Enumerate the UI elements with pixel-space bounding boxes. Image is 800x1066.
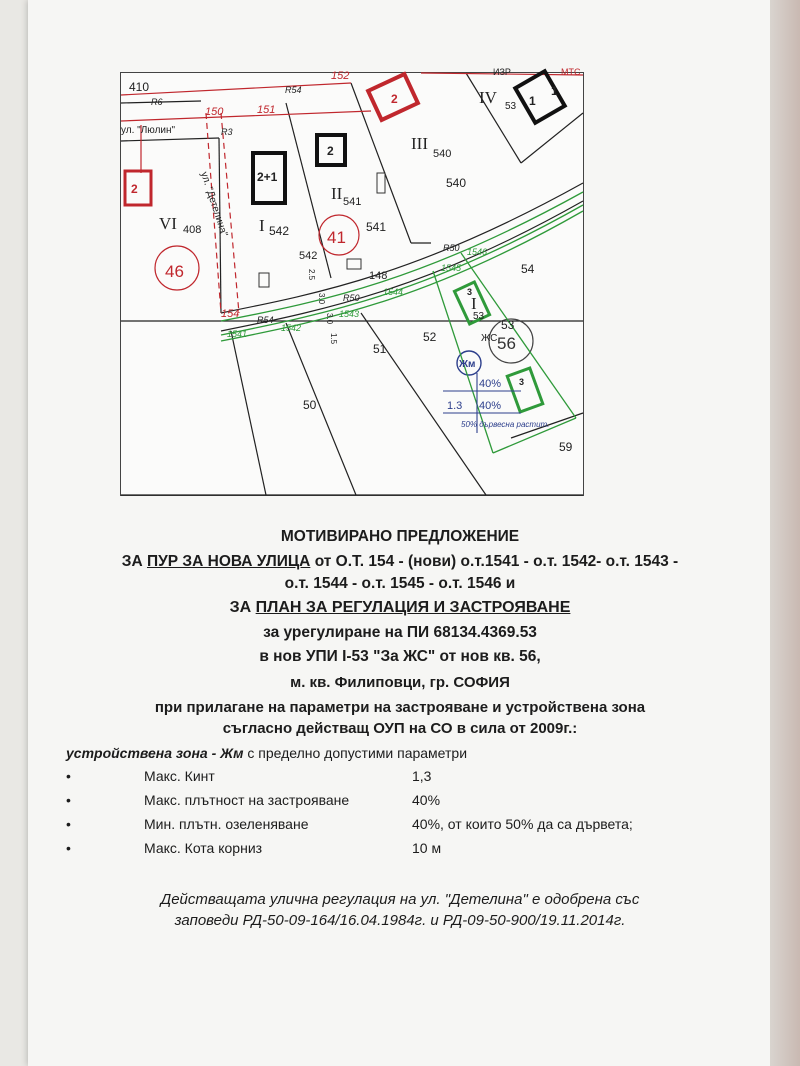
point-150: 150 — [205, 106, 224, 118]
lot-53: 53 — [501, 318, 515, 332]
lot-59: 59 — [559, 440, 573, 454]
dim-1-5: 1.5 — [329, 333, 338, 345]
line1-rest: от О.Т. 154 - (нови) о.т.1541 - о.т. 1542- о.т. 1543 - — [310, 553, 679, 570]
param-value: 40%, от които 50% да са дървета; — [412, 816, 633, 832]
roman-i-new: I — [471, 294, 477, 313]
label-green: 40% — [479, 400, 502, 412]
lot-53b: 53 — [505, 101, 517, 112]
zone-rest: с пределно допустими параметри — [243, 745, 468, 761]
label-53-plot: 53 — [473, 311, 485, 322]
floors-3a: 3 — [467, 287, 473, 297]
param-value: 40% — [412, 792, 441, 808]
label-zhm: Жм — [459, 359, 476, 370]
floors-2plus1: 2+1 — [257, 170, 278, 184]
lot-542b: 542 — [299, 250, 318, 262]
lot-410: 410 — [129, 80, 150, 94]
point-1546: 1546 — [467, 247, 488, 257]
radius-r54: R54 — [285, 85, 302, 95]
param-row — [66, 840, 726, 864]
roman-ii: II — [331, 184, 343, 203]
dim-2-5: 2.5 — [307, 269, 316, 281]
floors-red-2b: 2 — [131, 182, 138, 196]
note-line-2: заповеди РД-50-09-164/16.04.1984г. и РД-09-50-900/19.11.2014г. — [174, 912, 626, 929]
point-154: 154 — [221, 308, 240, 320]
page-edge — [770, 0, 800, 1066]
point-1544: 1544 — [383, 287, 404, 297]
lot-148: 148 — [369, 270, 388, 282]
param-row — [66, 816, 726, 840]
line-params-intro: при прилагане на параметри на застрояване и устройствена зона — [154, 699, 646, 716]
line1-underlined: ПУР ЗА НОВА УЛИЦА — [146, 553, 311, 570]
roman-iii: III — [411, 134, 428, 153]
point-1545: 1545 — [441, 263, 462, 273]
line3-underlined: ПЛАН ЗА РЕГУЛАЦИЯ И ЗАСТРОЯВАНЕ — [255, 599, 571, 616]
lot-542: 542 — [269, 224, 290, 238]
lot-52: 52 — [423, 330, 437, 344]
street-detelina-label: ул. "Детелина" — [198, 170, 230, 239]
point-151: 151 — [257, 104, 276, 116]
line-oup: съгласно действащ ОУП на СО в сила от 2009г.: — [222, 720, 578, 737]
floors-2: 2 — [327, 144, 334, 158]
param-name: Мин. плътн. озеленяване — [144, 816, 309, 832]
lot-540: 540 — [446, 176, 467, 190]
roman-vi: VI — [159, 214, 177, 233]
line-points: о.т. 1544 - о.т. 1545 - о.т. 1546 и — [284, 575, 516, 592]
radius-r6: R6 — [151, 97, 163, 107]
bullet: • — [66, 768, 71, 784]
lot-541: 541 — [366, 220, 387, 234]
lot-54: 54 — [521, 262, 535, 276]
zone-line — [66, 745, 467, 761]
radius-r50b: R50 — [443, 243, 460, 253]
label-mts: МТС — [561, 67, 581, 77]
line-pur — [40, 553, 760, 571]
param-name: Макс. Кота корниз — [144, 840, 263, 856]
line1-prefix: ЗА — [121, 553, 147, 570]
param-name: Макс. плътност на застрояване — [144, 792, 350, 808]
block-46: 46 — [165, 262, 184, 281]
document-title: МОТИВИРАНО ПРЕДЛОЖЕНИЕ — [280, 528, 520, 545]
label-kint: 1.3 — [447, 400, 463, 412]
floors-3b: 3 — [519, 377, 525, 387]
param-value: 1,3 — [412, 768, 432, 784]
note-line-1: Действащата улична регулация на ул. "Детелина" е одобрена със — [160, 891, 640, 908]
line-upi: в нов УПИ I-53 "За ЖС" от нов кв. 56, — [259, 648, 541, 665]
point-1542: 1542 — [281, 323, 302, 333]
dim-3-0b: 3.0 — [325, 313, 334, 325]
radius-r54b: R54 — [257, 315, 274, 325]
block-41: 41 — [327, 228, 346, 247]
label-zhs: ЖС — [481, 333, 498, 344]
lot-50: 50 — [303, 398, 317, 412]
floors-1a: 1 — [529, 94, 536, 108]
param-row — [66, 792, 726, 816]
zone-label: устройствена зона - Жм — [66, 745, 244, 761]
radius-r3: R3 — [221, 127, 233, 137]
street-lyulin-label: ул. "Люлин" — [121, 125, 176, 136]
param-value: 10 м — [412, 840, 442, 856]
roman-iv: IV — [479, 88, 497, 107]
line3-prefix: ЗА — [229, 599, 256, 616]
lot-51: 51 — [373, 342, 387, 356]
block-56: 56 — [497, 334, 516, 353]
bullet: • — [66, 816, 71, 832]
lot-408: 408 — [183, 224, 202, 236]
radius-r50: R50 — [343, 293, 360, 303]
parameter-list — [66, 768, 726, 864]
line-location: м. кв. Филиповци, гр. СОФИЯ — [290, 674, 510, 691]
param-name: Макс. Кинт — [144, 768, 215, 784]
label-trees: 50% дървесна растит. — [461, 420, 550, 429]
lot-540b: 540 — [433, 148, 452, 160]
bullet: • — [66, 792, 71, 808]
line-plan — [40, 599, 760, 617]
roman-i: I — [259, 216, 265, 235]
point-152: 152 — [331, 70, 350, 82]
floors-1b: 1 — [551, 84, 558, 98]
label-izr: ИЗР — [493, 67, 511, 77]
floors-red-2: 2 — [391, 92, 398, 106]
cadastral-map — [120, 67, 584, 496]
point-1543: 1543 — [339, 309, 360, 319]
point-1541: 1541 — [227, 329, 248, 339]
bullet: • — [66, 840, 71, 856]
dim-3-0a: 3.0 — [317, 293, 326, 305]
param-row — [66, 768, 726, 792]
line-pi: за урегулиране на ПИ 68134.4369.53 — [263, 624, 537, 641]
label-density: 40% — [479, 378, 502, 390]
lot-541b: 541 — [343, 196, 362, 208]
